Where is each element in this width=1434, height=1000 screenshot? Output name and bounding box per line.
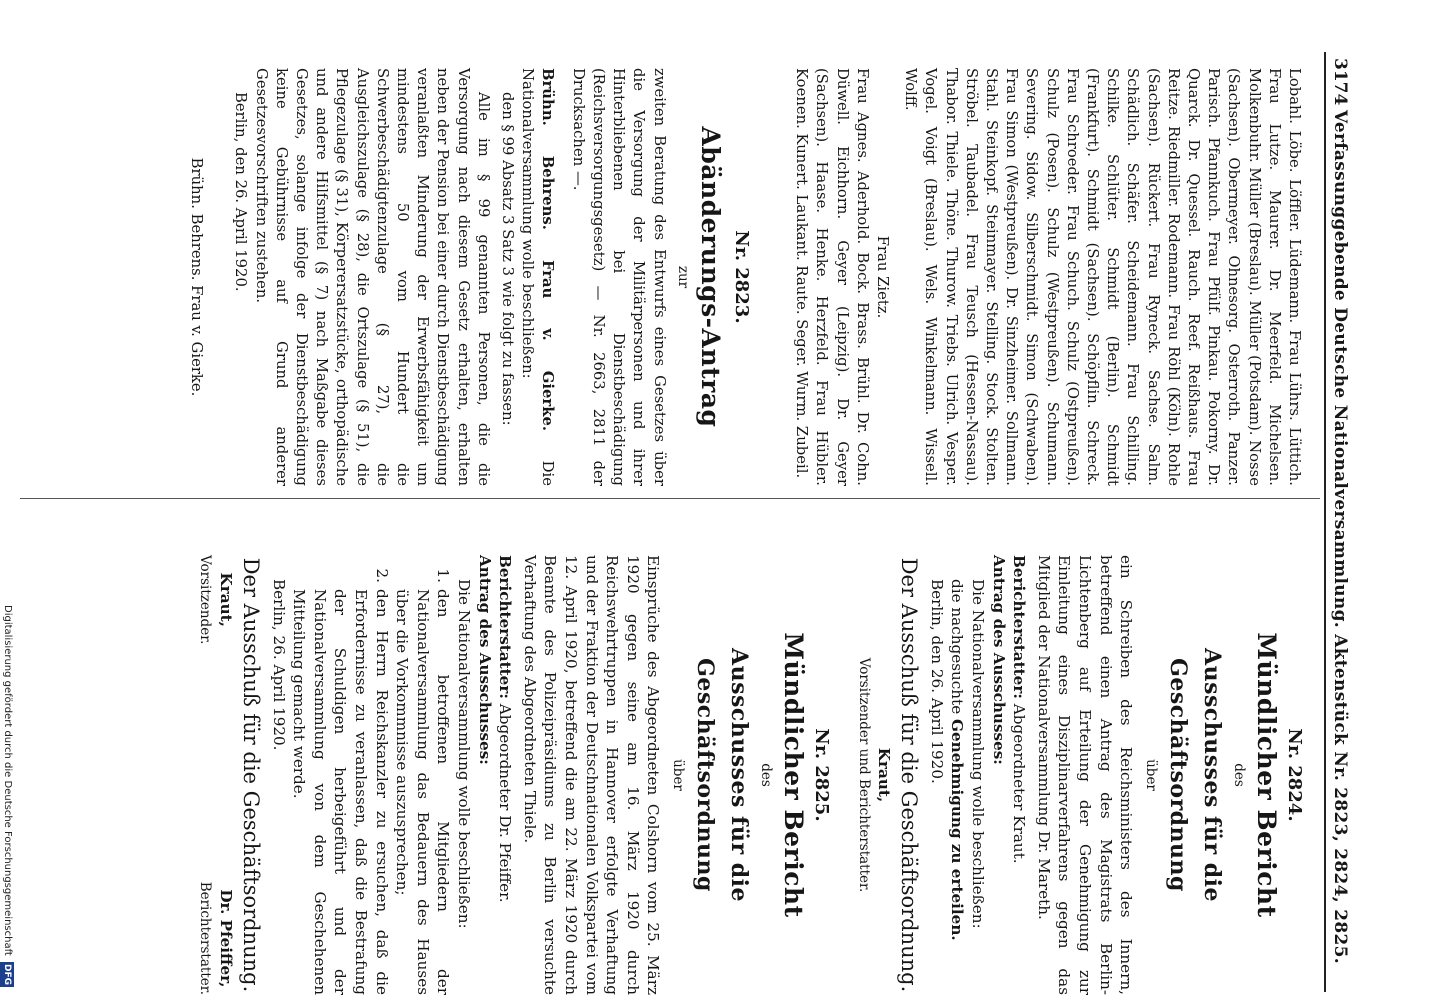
running-title: Verfassunggebende Deutsche Nationalversammlung. Aktenstück Nr. 2823, 2824, 2825. [1330,110,1350,964]
report-2825-date: Berlin, 26. April 1920. [269,579,288,751]
names-list-2-lead: Frau Zietz. [873,235,891,319]
report-2824-reporter-line [1009,555,1030,995]
report-2824-chair: Kraut, [875,747,894,803]
motion-quote: Alle im § 99 genannten Personen, die die Versorgung nach diesem Gesetz erhalten, erhalten neben der Pension bei einer durch Dienstbeschädigung veranlaßten Minderung der Erwerbsfähigkeit um mindestens 50 vom Hundert die Schwerbeschädigtenzulage (§ 27), die Ausgleichszulage (§ 28), die Ortszulage (§ 51), die Pflegezulage (§ 31), Körperersatzstücke, orthopädische und andere Hilfsmittel (§ 7) nach Maßgabe dieses Gesetzes, solange infolge der Dienstbeschädigung keine Gebührnisse auf Grund anderer Gesetzesvorschriften zustehen. [252,68,492,486]
dfg-logo: DFG [2,964,12,986]
list-item [392,555,454,995]
list-item-text: den Herrn Reichskanzler zu ersuchen, daß die Erfordernisse zu veranlassen, daß die Bestrafung der Schuldigen herbeigeführt und der Nationalversammlung von dem Geschehenen Mitteilung gemacht werde. [290,589,391,995]
report-2825-committee: Der Ausschuß für die Geschäftsordnung. [239,557,264,993]
report-2824 [853,555,1304,995]
list-item [289,555,392,995]
header-rule [1324,52,1326,992]
report-2824-date: Berlin, den 26. April 1920. [927,579,946,784]
list-item-number: 1. [434,568,453,583]
report-2825-subtitle: Ausschusses für die Geschäftsordnung [691,648,752,902]
names-list-2: Frau Agnes. Aderhold. Bock. Brass. Brühl. Dr. Cohn. Düwell. Eichhorn. Geyer (Leipzig). Dr. Geyer (Sachsen). Haase. Henke. Herzfeld. Frau Hübler. Koenen. Kunert. Laukant. Raute. Seger. Wurm. Zubeil. [793,68,871,486]
motion-movers-line [517,68,557,486]
report-2825-items [289,555,454,995]
list-item-text: den betroffenen Mitgliedern der Nationalversammlung das Bedauern des Hauses über die Vorkommnisse auszusprechen; [393,589,453,995]
report-2825-antrag: Die Nationalversammlung wolle beschließen: [454,579,473,929]
list-item-number: 2. [372,568,391,583]
report-2825 [195,555,831,995]
signature-chair [195,555,236,644]
signature-chair-role: Vorsitzender. [197,555,214,645]
report-2824-reporter: Abgeordneter Kraut. [1010,703,1029,864]
report-2824-antrag-label: Antrag des Ausschusses: [989,555,1008,765]
signature-reporter-name: Dr. Pfeiffer, [217,889,236,988]
report-2824-subtitle: Ausschusses für die Geschäftsordnung [1164,648,1225,902]
page-header [1326,58,1352,978]
motion-movers: Brühn. Behrens. Frau v. Gierke. [539,68,557,432]
report-2824-decision-pre: die nachgesuchte [948,579,967,715]
report-2824-antrag: Die Nationalversammlung wolle beschließen: [969,579,988,929]
column-divider [20,498,1320,499]
report-2824-decision: Genehmigung zu erteilen. [948,719,967,941]
report-2824-committee: Der Ausschuß für die Geschäftsordnung. [897,557,922,993]
report-2824-reporter-label: Berichterstatter: [1010,555,1029,699]
names-list: Lobahl. Löbe. Löffler. Lüdemann. Frau Lührs. Lüttich. Frau Lutze. Maurer. Dr. Meerfeld. Michelsen. Molkenbuhr. Müller (Breslau). Müller (Potsdam). Nosse (Sachsen). Obermeyer. Ohnesorg. Osterroth. Panzer. Parisch. Pfannkuch. Frau Pfülf. Pinkau. Pokorny. Dr. Quarck. Dr. Quessel. Rauch. Reef. Reißhaus. Frau Reitze. Riedmiller. Rodemann. Frau Röhl (Köln). Rohle (Sachsen). Rückert. Frau Ryneck. Sachse. Salm. Schädlich. Schäfer. Scheidemann. Frau Schilling. Schilke. Schlüter. Schmidt (Berlin). Schmidt (Frankfurt). Schmidt (Sachsen). Schöpflin. Schreck. Frau Schroeder. Frau Schuch. Schulz (Ostpreußen). Schulz (Posen). Schulz (Westpreußen). Schumann. Severing. Sidow. Silberschmidt. Simon (Schwaben). Frau Simon (Westpreußen). Dr. Sinzheimer. Sollmann. Stahl. Steinkopf. Steinmayer. Stelling. Stock. Stolten. Ströbel. Taubadel. Frau Teusch (Hessen-Nassau). Thabor. Thiele. Thöne. Thurow. Triebs. Ulrich. Vesper. Vogel. Voigt (Breslau). Wels. Winkelmann. Wissell. Wolff. [902,68,1303,487]
report-2825-reporter-line [495,555,516,995]
funding-note [0,605,14,1000]
motion-intro: zweiten Beratung des Entwurfs eines Gesetzes über die Versorgung der Militärpersonen und ihrer Hinterbliebenen bei Dienstbeschädigung (Reichsversorgungsgesetz) — Nr. 2663, 2811 der Drucksachen —. [569,68,668,486]
report-2824-des: des [1231,763,1248,787]
report-2825-number: Nr. 2825. [811,728,833,822]
motion-zur: zur [674,265,691,289]
left-column [186,68,1304,486]
page-number: 3174 [1330,58,1350,106]
funding-note-label: Digitalisierung gefördert durch die Deutsche Forschungsgemeinschaft [2,605,13,956]
signature-chair-name: Kraut, [217,572,236,627]
funding-note-text [0,605,14,1000]
motion-phrase: Die Nationalversammlung wolle beschließen: [519,68,557,486]
report-2824-ueber: über [1142,759,1159,791]
motion-clause: den § 99 Absatz 3 Satz 3 wie folgt zu fassen: [499,92,517,426]
motion-signers: Brühn. Behrens. Frau v. Gierke. [188,157,206,397]
report-2825-body: Einsprüche des Abgeordneten Colshorn vom 25. März 1920 gegen seine am 16. März 1920 durch Reichswehrtruppen in Hannover erfolgte Verhaftung und der Fraktion der Deutschnationalen Volkspartei vom 12. April 1920, betreffend die am 22. März 1920 durch Beamte des Polizeipräsidiums zu Berlin versuchte Verhaftung des Abgeordneten Thiele. [520,555,663,995]
report-2824-body: ein Schreiben des Reichsministers des Innern, betreffend einen Antrag des Magistrats Berlin-Lichtenberg auf Erteilung der Genehmigung zur Einleitung eines Disziplinarverfahrens gegen das Mitglied der Nationalversammlung Dr. Mareth. [1034,555,1136,995]
report-2825-reporter: Abgeordneter Dr. Pfeiffer. [496,703,515,903]
signature-reporter [195,882,236,995]
motion-date: Berlin, den 26. April 1920. [232,92,250,292]
report-2825-ueber: über [669,759,686,791]
report-2824-decision-line [947,555,968,995]
right-column [195,555,1304,995]
motion-number: Nr. 2823. [730,230,752,324]
report-2824-chair-role: Vorsitzender und Berichterstatter. [855,657,872,893]
report-2825-reporter-label: Berichterstatter: [496,555,515,699]
report-2825-des: des [758,763,775,787]
report-2825-antrag-label: Antrag des Ausschusses: [475,555,494,765]
signature-reporter-role: Berichterstatter. [197,881,214,995]
motion-title: Abänderungs-Antrag [695,126,725,428]
report-2824-title: Mündlicher Bericht [1252,632,1282,918]
report-2825-signatures [195,555,236,995]
report-2824-number: Nr. 2824. [1284,728,1305,822]
report-2825-title: Mündlicher Bericht [779,632,809,918]
